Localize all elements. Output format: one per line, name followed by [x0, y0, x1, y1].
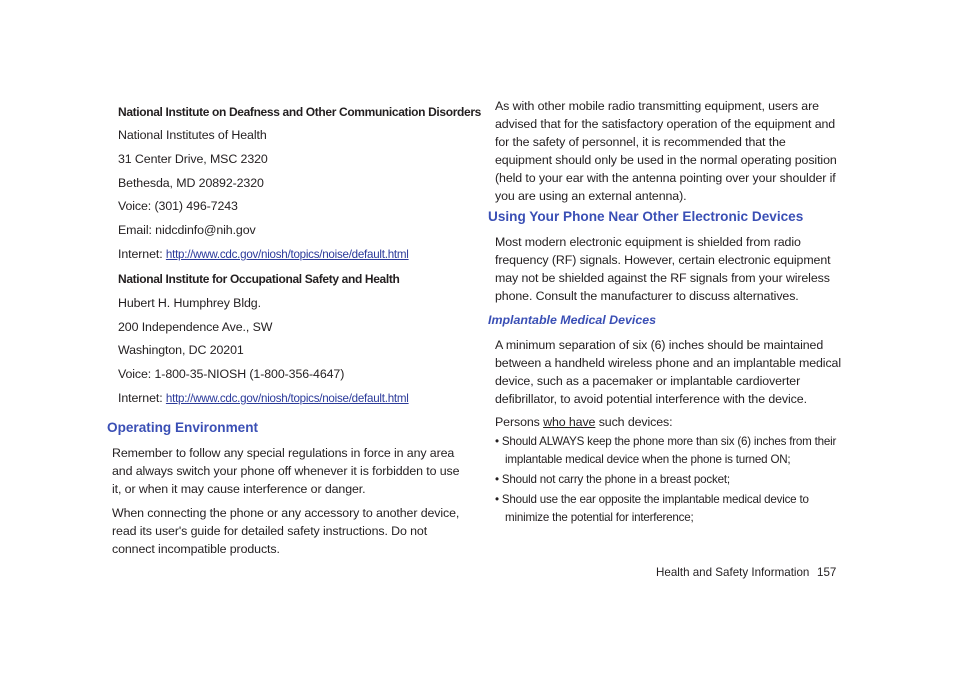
org2-internet — [118, 389, 409, 408]
org2-voice: Voice: 1-800-35-NIOSH (1-800-356-4647) — [118, 367, 345, 381]
bullet-item: • Should not carry the phone in a breast pocket; — [495, 473, 730, 486]
operating-p1-line: it, or when it may cause interference or danger. — [112, 482, 366, 496]
page-number: 157 — [817, 566, 837, 579]
org1-line1: National Institutes of Health — [118, 128, 267, 142]
persons-underlined: who have — [543, 415, 596, 429]
persons-suffix: such devices: — [595, 415, 673, 429]
implantable-p1-line: device, such as a pacemaker or implantable cardioverter — [495, 374, 801, 388]
org2-internet-label: Internet: — [118, 391, 166, 405]
operating-p2-line: When connecting the phone or any accessory to another device, — [112, 506, 460, 520]
org1-email: Email: nidcdinfo@nih.gov — [118, 223, 256, 237]
bullet-item-continuation: minimize the potential for interference; — [505, 511, 694, 524]
org1-internet-link[interactable]: http://www.cdc.gov/niosh/topics/noise/default.html — [165, 248, 409, 261]
persons-line — [495, 413, 672, 431]
bullet-item-continuation: implantable medical device when the phone is turned ON; — [505, 453, 791, 466]
intro-line: for the safety of personnel, it is recommended that the — [495, 135, 786, 149]
org2-name: National Institute for Occupational Safety and Health — [118, 272, 400, 286]
implantable-p1-line: A minimum separation of six (6) inches should be maintained — [495, 338, 824, 352]
org2-line3: Washington, DC 20201 — [118, 343, 244, 357]
org1-line2: 31 Center Drive, MSC 2320 — [118, 152, 268, 166]
electronic-p1-line: Most modern electronic equipment is shielded from radio — [495, 235, 801, 249]
bullet-item: • Should ALWAYS keep the phone more than six (6) inches from their — [495, 435, 837, 448]
implantable-p1-line: between a handheld wireless phone and an implantable medical — [495, 356, 841, 370]
org2-line1: Hubert H. Humphrey Bldg. — [118, 296, 261, 310]
org1-internet — [118, 245, 409, 264]
org1-internet-label: Internet: — [118, 247, 166, 261]
electronic-p1-line: phone. Consult the manufacturer to discuss alternatives. — [495, 289, 799, 303]
electronic-p1-line: frequency (RF) signals. However, certain electronic equipment — [495, 253, 831, 267]
org2-internet-link[interactable]: http://www.cdc.gov/niosh/topics/noise/default.html — [165, 392, 409, 405]
operating-p2-line: read its user's guide for detailed safety instructions. Do not — [112, 524, 428, 538]
operating-environment-heading: Operating Environment — [107, 420, 259, 435]
electronic-devices-heading: Using Your Phone Near Other Electronic Devices — [488, 209, 804, 224]
bullet-item: • Should use the ear opposite the implantable medical device to — [495, 493, 809, 506]
implantable-devices-heading: Implantable Medical Devices — [488, 313, 657, 327]
org1-name: National Institute on Deafness and Other Communication Disorders — [118, 105, 481, 119]
org1-voice: Voice: (301) 496-7243 — [118, 199, 238, 213]
implantable-p1-line: defibrillator, to avoid potential interference with the device. — [495, 392, 807, 406]
persons-prefix: Persons — [495, 415, 544, 429]
intro-line: (held to your ear with the antenna pointing over your shoulder if — [495, 171, 836, 185]
operating-p1-line: Remember to follow any special regulations in force in any area — [112, 446, 455, 460]
intro-line: As with other mobile radio transmitting equipment, users are — [495, 99, 819, 113]
electronic-p1-line: may not be shielded against the RF signals from your wireless — [495, 271, 830, 285]
org2-line2: 200 Independence Ave., SW — [118, 320, 273, 334]
operating-p2-line: connect incompatible products. — [112, 542, 280, 556]
operating-p1-line: and always switch your phone off whenever it is forbidden to use — [112, 464, 460, 478]
footer-section-title: Health and Safety Information — [656, 566, 810, 579]
intro-line: you are using an external antenna). — [495, 189, 687, 203]
intro-line: equipment should only be used in the normal operating position — [495, 153, 837, 167]
org1-line3: Bethesda, MD 20892-2320 — [118, 176, 264, 190]
intro-line: advised that for the satisfactory operation of the equipment and — [495, 117, 836, 131]
